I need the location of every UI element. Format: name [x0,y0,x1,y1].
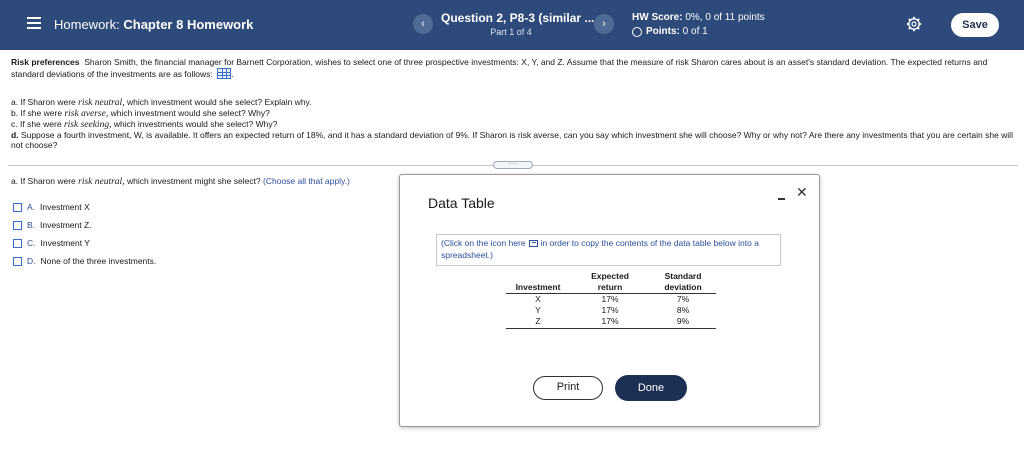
part-a-term: risk neutral, [78,177,125,187]
question-text: Suppose a fourth investment, W, is available. It offers an expected return of 18%, and it has a standard deviation of 9%. If Sharon is risk averse, can you say which investment she will choose? Why or why not? Are there any investments that you are certain she will not choose? [11,130,1013,150]
question-list [11,97,1016,150]
points-indicator [632,26,708,37]
homework-name: Chapter 8 Homework [123,17,254,32]
info-text: in order to copy the contents of the data table below into a spreadsheet.) [441,238,759,260]
problem-statement [11,56,1011,80]
question-title[interactable]: Question 2, P8-3 (similar ... [441,11,595,25]
table-cell: 9% [650,316,716,329]
question-term: risk neutral, [78,98,125,108]
question-a [11,97,1016,108]
previous-question-button[interactable]: ‹ [413,14,433,34]
table-row [506,294,716,306]
option-label: Investment X [40,202,90,212]
column-header [570,271,650,294]
checkbox[interactable] [13,221,22,230]
option-b[interactable] [13,220,92,230]
option-letter: C. [27,238,36,248]
question-text: which investment would she select? Why? [110,108,270,118]
data-table-dialog [399,174,820,427]
copy-instructions [436,234,781,266]
points-label: Points: [646,26,680,37]
homework-label: Homework: [54,17,120,32]
table-header-row [506,271,716,294]
table-cell: 17% [570,316,650,329]
print-button[interactable]: Print [533,376,603,400]
header-line: return [597,282,623,292]
option-letter: D. [27,256,36,266]
part-a-prompt [11,176,350,187]
problem-text: Sharon Smith, the financial manager for Barnett Corporation, wishes to select one of three prospective investments: X, Y, and Z. Assume that the measure of risk Sharon cares about is an asset's standard deviation. The expected returns and standard deviations of the investments are as follows: [11,57,988,79]
table-cell: 8% [676,305,690,315]
option-letter: A. [27,202,36,212]
part-a-text: which investment might she select? [126,176,261,186]
points-circle-icon [632,27,642,37]
table-cell: 17% [601,305,619,315]
option-d[interactable] [13,256,156,266]
table-cell: 7% [676,294,690,304]
question-text: which investments would she select? Why? [113,119,278,129]
hw-score-label: HW Score: [632,12,683,23]
header-line: deviation [664,282,702,292]
save-button[interactable]: Save [951,13,999,37]
question-text: If she were [20,108,63,118]
table-cell: Y [535,305,541,315]
table-row [506,316,716,329]
checkbox[interactable] [13,257,22,266]
part-a-prefix: a. [11,176,19,186]
next-question-button[interactable]: › [594,14,614,34]
option-c[interactable] [13,238,90,248]
question-prefix: a. [11,97,19,107]
checkbox[interactable] [13,203,22,212]
close-icon[interactable]: ✕ [796,184,808,200]
data-table-icon[interactable] [217,68,234,79]
dialog-title: Data Table [428,195,495,211]
question-d [11,130,1016,150]
header-line: Investment [515,282,561,292]
question-term: risk averse, [64,109,109,119]
problem-text-end: . [231,69,234,79]
option-label: Investment Z. [40,220,92,230]
header-line: Expected [591,271,629,281]
question-text: If Sharon were [20,97,76,107]
option-a[interactable] [13,202,90,212]
option-label: Investment Y [40,238,90,248]
question-text: which investment would she select? Explain why. [126,97,312,107]
menu-icon[interactable] [27,17,41,29]
gear-icon[interactable] [906,16,922,32]
minimize-icon[interactable] [776,190,788,202]
table-cell: X [535,294,541,304]
expand-more-button[interactable]: ····· [493,161,533,169]
question-term: risk seeking, [63,120,112,130]
question-prefix: b. [11,108,19,118]
part-a-text: If Sharon were [20,176,76,186]
copy-spreadsheet-icon[interactable] [529,240,538,247]
question-b [11,108,1016,119]
column-header [650,271,716,294]
points-value: 0 of 1 [682,26,708,37]
info-text: (Click on the icon here [441,238,526,248]
option-letter: B. [27,220,36,230]
investment-table [506,271,716,329]
hw-score [632,12,765,23]
header-line: Standard [664,271,702,281]
done-button[interactable]: Done [615,375,687,401]
homework-title [54,17,253,32]
question-c [11,119,1016,130]
table-cell: Z [506,316,570,329]
choose-all-hint: (Choose all that apply.) [263,176,350,186]
column-header [506,271,570,294]
top-header-bar [0,0,1024,50]
table-cell: 17% [601,294,619,304]
option-label: None of the three investments. [40,256,157,266]
table-row [506,305,716,316]
question-text: If she were [20,119,62,129]
hw-score-value: 0%, 0 of 11 points [685,12,765,23]
checkbox[interactable] [13,239,22,248]
problem-heading: Risk preferences [11,57,80,67]
question-part: Part 1 of 4 [490,27,532,37]
question-prefix: d. [11,130,19,140]
question-prefix: c. [11,119,18,129]
